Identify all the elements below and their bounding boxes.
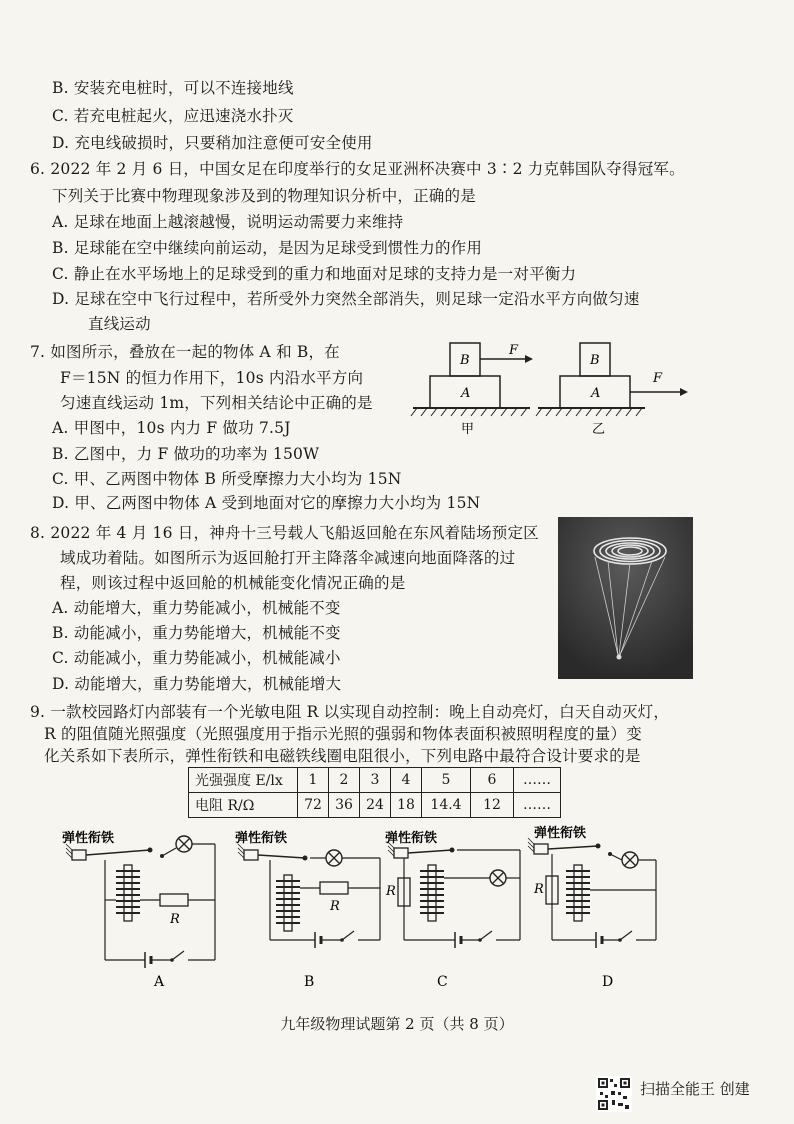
circuit-d bbox=[528, 825, 656, 990]
q9-stem-3: 化关系如下表所示，弹性衔铁和电磁铁线圈电阻很小，下列电路中最符合设计要求的是 bbox=[44, 747, 641, 765]
q7-stem: 7. 如图所示，叠放在一起的物体 A 和 B，在 bbox=[30, 343, 340, 361]
table-cell: 6 bbox=[471, 768, 514, 793]
choice-b: B bbox=[304, 974, 315, 990]
q8-stem: 8. 2022 年 4 月 16 日，神舟十三号载人飞船返回舱在东风着陆场预定区 bbox=[30, 524, 539, 542]
block-b-label: B bbox=[460, 353, 470, 368]
armature-label: 弹性衔铁 bbox=[62, 831, 115, 846]
block-a-label-yi: A bbox=[591, 386, 601, 401]
q8-option-d: D. 动能增大，重力势能增大，机械能增大 bbox=[52, 675, 342, 693]
force-label-jia: F bbox=[509, 343, 519, 358]
q6-option-a: A. 足球在地面上越滚越慢，说明运动需要力来维持 bbox=[52, 213, 404, 231]
q6-option-c: C. 静止在水平场地上的足球受到的重力和地面对足球的支持力是一对平衡力 bbox=[52, 265, 577, 283]
q7-option-d: D. 甲、乙两图中物体 A 受到地面对它的摩擦力大小均为 15N bbox=[52, 494, 481, 512]
armature-label: 弹性衔铁 bbox=[534, 826, 587, 841]
page-footer: 九年级物理试题第 2 页（共 8 页） bbox=[280, 1015, 514, 1033]
q7-stem-2: F＝15N 的恒力作用下，10s 内沿水平方向 bbox=[60, 369, 364, 387]
q6-option-d-cont: 直线运动 bbox=[88, 315, 151, 333]
table-cell: 72 bbox=[298, 793, 329, 818]
table-cell: 3 bbox=[360, 768, 391, 793]
block-b-label-yi: B bbox=[590, 353, 600, 368]
resistor-label: R bbox=[386, 884, 396, 899]
light-resistance-table bbox=[188, 767, 561, 818]
table-cell: 24 bbox=[360, 793, 391, 818]
q6-option-d: D. 足球在空中飞行过程中，若所受外力突然全部消失，则足球一定沿水平方向做匀速 bbox=[52, 290, 640, 308]
circuit-diagrams bbox=[60, 820, 690, 990]
q8-option-a: A. 动能增大，重力势能减小，机械能不变 bbox=[52, 599, 341, 617]
figure-yi bbox=[536, 343, 688, 435]
table-cell: 12 bbox=[471, 793, 514, 818]
choice-a: A bbox=[154, 974, 165, 990]
q9-stem-2: R 的阻值随光照强度（光照强度用于指示光照的强弱和物体表面积被照明程度的量）变 bbox=[44, 725, 642, 743]
q7-option-c: C. 甲、乙两图中物体 B 所受摩擦力大小均为 15N bbox=[52, 470, 402, 488]
parachute-photo bbox=[558, 517, 693, 679]
q7-option-b: B. 乙图中，力 F 做功的功率为 150W bbox=[52, 445, 320, 463]
qr-code-icon bbox=[596, 1076, 632, 1112]
q8-option-b: B. 动能减小，重力势能增大，机械能不变 bbox=[52, 624, 341, 642]
force-label-yi: F bbox=[653, 371, 663, 386]
q6-stem-2: 下列关于比赛中物理现象涉及到的物理知识分析中，正确的是 bbox=[52, 187, 476, 205]
q5-option-b: B. 安装充电桩时，可以不连接地线 bbox=[52, 79, 294, 97]
circuit-c bbox=[385, 830, 520, 990]
q7-stem-3: 匀速直线运动 1m，下列相关结论中正确的是 bbox=[60, 394, 373, 412]
block-a-label: A bbox=[461, 386, 471, 401]
armature-label: 弹性衔铁 bbox=[235, 831, 288, 846]
table-header: 光强强度 E/lx bbox=[189, 768, 298, 793]
table-cell: 18 bbox=[391, 793, 422, 818]
table-header: 电阻 R/Ω bbox=[189, 793, 298, 818]
resistor-label: R bbox=[534, 882, 544, 897]
table-cell: 1 bbox=[298, 768, 329, 793]
resistor-label: R bbox=[170, 912, 180, 927]
q9-stem: 9. 一款校园路灯内部装有一个光敏电阻 R 以实现自动控制：晚上自动亮灯，白天自动灭灯， bbox=[30, 703, 670, 721]
table-cell: 14.4 bbox=[422, 793, 471, 818]
figure-jia bbox=[411, 343, 533, 435]
table-row bbox=[189, 793, 561, 818]
choice-d: D bbox=[602, 974, 614, 990]
q7-figure bbox=[405, 335, 695, 435]
figure-label-yi: 乙 bbox=[592, 422, 606, 435]
figure-label-jia: 甲 bbox=[461, 422, 475, 435]
q8-stem-3: 程，则该过程中返回舱的机械能变化情况正确的是 bbox=[60, 574, 406, 592]
q6-stem: 6. 2022 年 2 月 6 日，中国女足在印度举行的女足亚洲杯决赛中 3∶2 力克韩国队夺得冠军。 bbox=[30, 160, 685, 178]
table-cell: …… bbox=[514, 768, 561, 793]
table-cell: 5 bbox=[422, 768, 471, 793]
q5-option-c: C. 若充电桩起火，应迅速浇水扑灭 bbox=[52, 107, 294, 125]
resistor-label: R bbox=[330, 899, 340, 914]
table-cell: 4 bbox=[391, 768, 422, 793]
q8-stem-2: 域成功着陆。如图所示为返回舱打开主降落伞减速向地面降落的过 bbox=[60, 549, 516, 567]
circuit-a bbox=[62, 830, 215, 990]
q7-option-a: A. 甲图中，10s 内力 F 做功 7.5J bbox=[52, 419, 291, 437]
circuit-b bbox=[235, 830, 380, 990]
table-cell: 2 bbox=[329, 768, 360, 793]
scanner-watermark: 扫描全能王 创建 bbox=[640, 1080, 750, 1098]
armature-label: 弹性衔铁 bbox=[385, 831, 438, 846]
choice-c: C bbox=[437, 974, 448, 990]
q6-option-b: B. 足球能在空中继续向前运动，是因为足球受到惯性力的作用 bbox=[52, 239, 483, 257]
q8-option-c: C. 动能减小，重力势能减小，机械能减小 bbox=[52, 649, 341, 667]
table-row bbox=[189, 768, 561, 793]
table-cell: 36 bbox=[329, 793, 360, 818]
table-cell: …… bbox=[514, 793, 561, 818]
q5-option-d: D. 充电线破损时，只要稍加注意便可安全使用 bbox=[52, 134, 373, 152]
